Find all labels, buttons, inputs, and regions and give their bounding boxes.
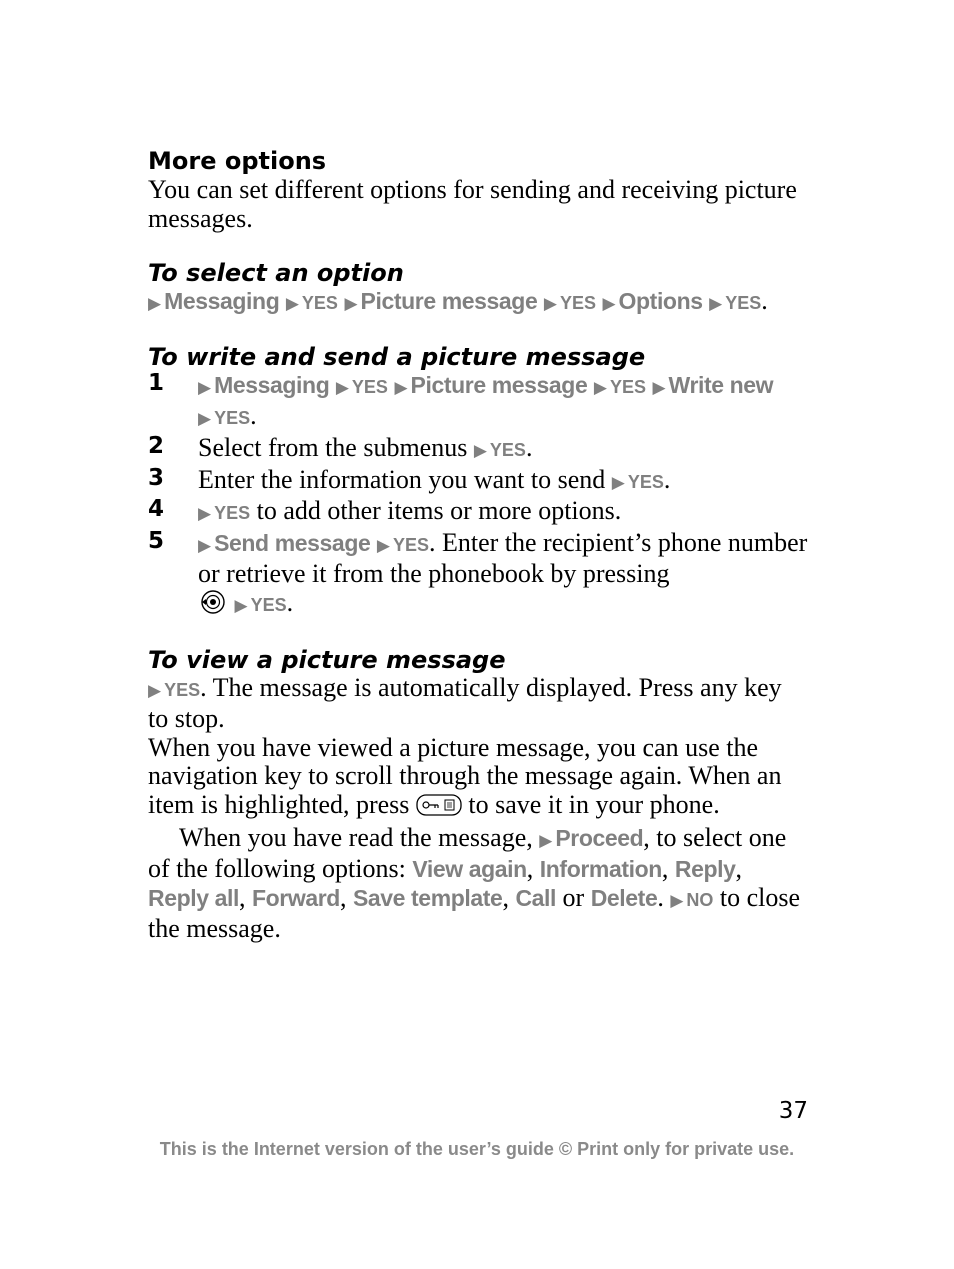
write-send-heading: To write and send a picture message [148, 342, 646, 371]
arrow-icon: ▶ [473, 440, 487, 461]
key-yes: YES [489, 439, 526, 460]
menu-write-new: Write new [668, 371, 774, 398]
menu-reply: Reply [674, 856, 736, 883]
view-text-3a: When you have read the message, [179, 822, 533, 852]
key-yes: YES [250, 594, 287, 615]
view-text-2b: to save it in your phone. [468, 789, 720, 819]
step-text: Enter the information you want to send [198, 464, 606, 494]
menu-call: Call [515, 884, 557, 911]
step-item: 3 Enter the information you want to send ▶ YES. [148, 464, 671, 494]
menu-picture-message: Picture message [410, 371, 588, 398]
select-option-path: ▶ Messaging ▶ YES ▶ Picture message ▶ YES ▶ Options ▶ YES. [148, 286, 768, 316]
menu-proceed: Proceed [555, 824, 644, 851]
view-heading: To view a picture message [148, 645, 506, 674]
arrow-icon: ▶ [285, 294, 299, 315]
menu-messaging: Messaging [164, 288, 280, 315]
arrow-icon: ▶ [234, 595, 248, 616]
footer-notice: This is the Internet version of the user’s guide © Print only for private use. [159, 1139, 795, 1159]
step-text: Select from the submenus [198, 432, 468, 462]
key-icon [416, 793, 462, 824]
arrow-icon: ▶ [670, 890, 684, 911]
menu-information: Information [539, 856, 662, 883]
arrow-icon: ▶ [539, 830, 553, 851]
menu-view-again: View again [412, 856, 527, 883]
arrow-icon: ▶ [335, 377, 349, 398]
page-number: 37 [778, 1098, 808, 1124]
arrow-icon: ▶ [709, 294, 723, 315]
key-yes: YES [214, 503, 251, 524]
arrow-icon: ▶ [344, 294, 358, 315]
arrow-icon: ▶ [148, 680, 162, 701]
key-yes: YES [627, 471, 664, 492]
arrow-icon: ▶ [593, 377, 607, 398]
key-no: NO [686, 889, 714, 910]
arrow-icon: ▶ [602, 294, 616, 315]
arrow-icon: ▶ [394, 377, 408, 398]
view-paragraph-3: When you have read the message, ▶ Proceed, to select one of the following options: View again, Information, Reply, Reply all, Forward, Save template, Call or Delete. ▶ NO to close the message. [148, 822, 801, 944]
view-text-3b: , to select one of the following options: [148, 822, 787, 884]
arrow-icon: ▶ [148, 294, 162, 315]
arrow-icon: ▶ [198, 535, 212, 556]
view-text-2a: When you have viewed a picture message, you can use the navigation key to scroll through the message again. When an item is highlighted, press [148, 732, 782, 819]
step-text: to add other items or more options. [256, 496, 622, 526]
menu-messaging: Messaging [214, 371, 330, 398]
step-number: 2 [148, 432, 165, 459]
step-text: . Enter the recipient’s phone number or retrieve it from the phonebook by pressing [198, 527, 808, 589]
step-number: 5 [148, 527, 165, 554]
arrow-icon: ▶ [543, 294, 557, 315]
menu-options: Options [618, 288, 703, 315]
key-yes: YES [609, 376, 646, 397]
arrow-icon: ▶ [198, 377, 212, 398]
navigation-key-icon [198, 589, 228, 622]
menu-reply-all: Reply all [148, 884, 239, 911]
step-number: 4 [148, 496, 165, 523]
arrow-icon: ▶ [611, 472, 625, 493]
view-paragraph-1 [148, 674, 808, 734]
select-option-heading: To select an option [148, 259, 404, 288]
step-item: 5 ▶ Send message ▶ YES. Enter the recipient’s phone number or retrieve it from the phonebook by pressing ▶ YES. [148, 529, 808, 622]
step-item [148, 497, 808, 529]
arrow-icon: ▶ [198, 409, 212, 430]
key-yes: YES [559, 293, 596, 314]
menu-save-template: Save template [352, 884, 503, 911]
key-yes: YES [301, 293, 338, 314]
menu-delete: Delete [590, 884, 658, 911]
key-yes: YES [725, 293, 762, 314]
key-yes: YES [351, 376, 388, 397]
step-number: 3 [148, 464, 165, 491]
menu-forward: Forward [252, 884, 340, 911]
manual-page [148, 146, 808, 944]
view-text-3c: to close the message. [148, 882, 801, 944]
arrow-icon: ▶ [198, 504, 212, 525]
step-item: 2 Select from the submenus ▶ YES. [148, 432, 533, 462]
arrow-icon: ▶ [376, 535, 390, 556]
menu-picture-message: Picture message [360, 288, 538, 315]
key-yes: YES [214, 408, 251, 429]
section-heading: More options [148, 147, 327, 175]
arrow-icon: ▶ [652, 377, 666, 398]
view-text-1: . The message is automatically displayed. Press any key to stop. [148, 672, 782, 734]
view-paragraph-2 [148, 734, 808, 824]
write-send-steps [148, 371, 808, 622]
step-item: 1 ▶ Messaging ▶ YES ▶ Picture message ▶ YES ▶ Write new ▶ YES. [148, 369, 774, 431]
view-or: or [562, 882, 585, 912]
key-yes: YES [392, 534, 429, 555]
key-yes: YES [164, 679, 201, 700]
section-intro: You can set different options for sending and receiving picture messages. [148, 175, 797, 233]
menu-send-message: Send message [214, 529, 371, 556]
step-number: 1 [148, 369, 165, 396]
